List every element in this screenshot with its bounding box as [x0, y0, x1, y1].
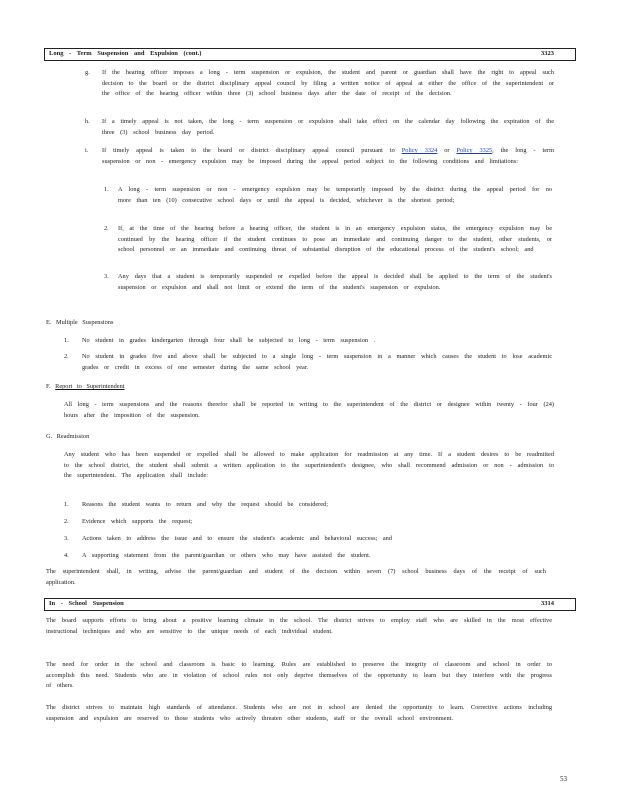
item-marker: 1. [64, 501, 69, 508]
section-e-heading: E. Multiple Suspensions [46, 319, 114, 326]
iss-paragraph-2: The need for order in the school and classroom is basic to learning. Rules are established to preserve the integrity of classroom and school in order to accomplish this need. Students who are in violation of school rules not only deprive themselves of the opportunity to learn but they interfere with the progress of others. [46, 661, 552, 689]
section-f-heading [46, 382, 124, 393]
item-marker: 2. [64, 518, 69, 525]
iss-paragraph-1: The board supports efforts to bring about a positive learning climate in the school. The district strives to employ staff who are skilled in the most effective instructional techniques and who are sensitive to the unique needs of each individual student. [46, 617, 552, 635]
section-g-item-2: Evidence which supports the request; [82, 518, 193, 525]
policy-title: Long - Term Suspension and Expulsion (cont.) [49, 50, 202, 57]
item-marker: 3. [64, 535, 69, 542]
policy-number: 3323 [541, 50, 554, 57]
paragraph-g: If the hearing officer imposes a long - term suspension or expulsion, the student and parent or guardian shall have the right to appeal such decision to the board or the district disciplinary appeal council by filing a written notice of appeal at either the office of the superintendent or the office of the hearing officer within three (3) school business days after the date of receipt of the decision. [102, 69, 554, 97]
item-marker: h. [85, 118, 90, 125]
section-g-item-1: Reasons the student wants to return and why the request should be considered; [82, 501, 328, 508]
section-f-text: All long - term suspensions and the reasons therefor shall be reported in writing to the superintendent of the district or designee within twenty - four (24) hours after the imposition of the suspension. [64, 401, 554, 419]
sub-item-2: If, at the time of the hearing before a hearing officer, the student is in an emergency expulsion status, the emergency expulsion may be continued by the hearing officer if the student continues to pose an immediate and continuing danger to the student, other students, or school personnel or an immediate and continuing threat of substantial disruption of the educational process of the student's school; and [118, 225, 552, 253]
sub-item-3: Any days that a student is temporarily suspended or expelled before the appeal is decided shall be applied to the term of the student's suspension or expulsion and shall not limit or extend the term of the student's suspension or expulsion. [118, 273, 552, 291]
section-e-item-2: No student in grades five and above shall be subjected to a single long - term suspension in a manner which causes the student to lose academic grades or credit in excess of one semester during the same school year. [82, 353, 552, 371]
policy-header-bar [44, 48, 576, 61]
item-marker: g. [85, 69, 90, 76]
or-text: or [444, 147, 450, 154]
paragraph-i-text-2: , the long - term suspension or non - emergency expulsion may be imposed during the appeal period subject to the following conditions and limitations: [102, 147, 555, 165]
item-marker: 4. [64, 552, 69, 559]
sub-item-1: A long - term suspension or non - emergency expulsion may be temporarily imposed by the district during the appeal period for no more than ten (10) consecutive school days or until the appeal is decided, whichever is the shortest period; [118, 186, 552, 204]
iss-paragraph-3: The district strives to maintain high standards of attendance. Students who are not in school are denied the opportunity to learn. Corrective actions including suspension and expulsion are reserved to those students who actively threaten other students, staff or the overall school environment. [46, 704, 552, 722]
policy-header-bar-2 [44, 598, 576, 611]
section-g-closing: The superintendent shall, in writing, advise the parent/guardian and student of the decision within seven (7) school business days of the receipt of such application. [46, 568, 546, 586]
policy-title-2: In - School Suspension [49, 600, 124, 607]
sub-item-marker: 3. [104, 273, 109, 280]
item-marker: 1. [64, 337, 69, 344]
item-marker: i. [85, 147, 89, 154]
paragraph-i [102, 146, 554, 167]
paragraph-i-text: If timely appeal is taken to the board or district disciplinary appeal council pursuant to [102, 147, 395, 154]
section-f-title: Report to Superintendent [55, 383, 125, 390]
section-g-text: Any student who has been suspended or expelled shall be allowed to make application for readmission at any time. If a student desires to be readmitted to the school district, the student shall submit a written application to the superintendent's designee, who shall recommend admission or non - admission to the superintendent. The application shall include: [64, 451, 554, 479]
policy-3324-link[interactable]: Policy 3324 [401, 147, 438, 154]
section-g-item-4: A supporting statement from the parent/guardian or others who may have assisted the student. [82, 552, 371, 559]
section-g-heading: G. Readmission [46, 433, 90, 440]
section-e-item-1: No student in grades kindergarten through four shall be subjected to long - term suspension . [82, 337, 376, 344]
item-marker: 2. [64, 353, 69, 360]
page-number: 53 [560, 775, 567, 783]
sub-item-marker: 1. [104, 186, 109, 193]
section-g-item-3: Actions taken to address the issue and to ensure the student's academic and behavioral success; and [82, 535, 392, 542]
sub-item-marker: 2. [104, 225, 109, 232]
paragraph-h: If a timely appeal is not taken, the long - term suspension or expulsion shall take effect on the calendar day following the expiration of the three (3) school business day period. [102, 118, 554, 136]
policy-number-2: 3314 [541, 600, 554, 607]
policy-3325-link[interactable]: Policy 3325 [456, 147, 493, 154]
section-f-letter: F. [46, 383, 51, 390]
